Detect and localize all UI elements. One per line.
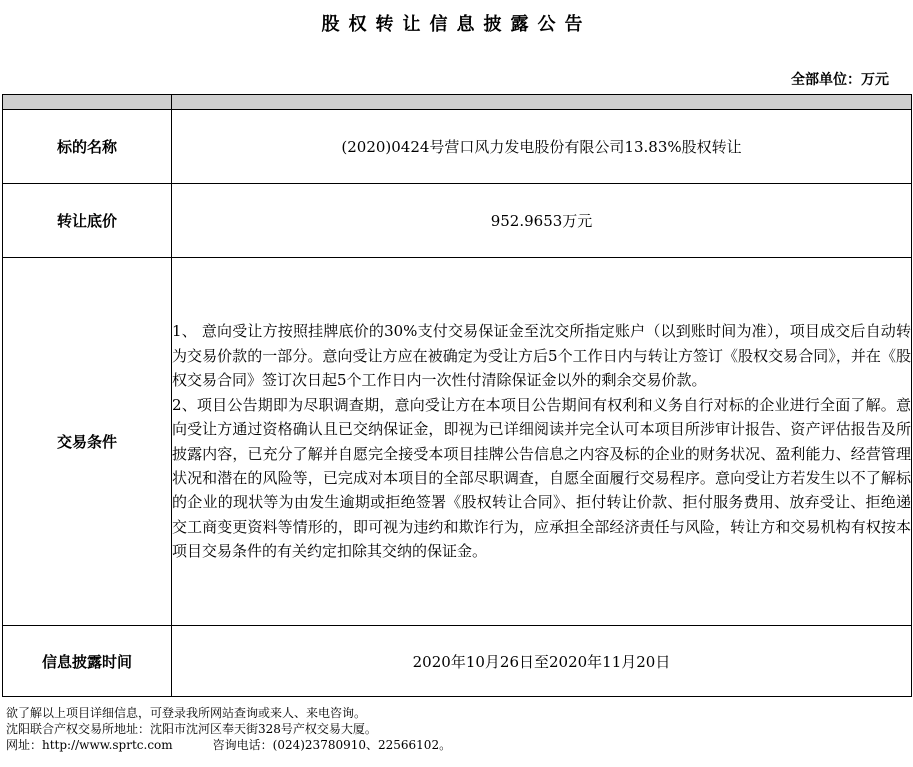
- asset-name-value: (2020)0424号营口风力发电股份有限公司13.83%股权转让: [172, 110, 912, 184]
- row-disclosure-period: [3, 626, 912, 697]
- trade-conditions-label: 交易条件: [3, 258, 172, 626]
- row-reserve-price: [3, 184, 912, 258]
- asset-name-label: 标的名称: [3, 110, 172, 184]
- trade-conditions-value: [172, 258, 912, 626]
- row-asset-name: [3, 110, 912, 184]
- disclosure-period-value: 2020年10月26日至2020年11月20日: [172, 626, 912, 697]
- reserve-price-value: 952.9653万元: [172, 184, 912, 258]
- header-cell-right: [172, 95, 912, 110]
- disclosure-period-label: 信息披露时间: [3, 626, 172, 697]
- condition-item-2: 2、项目公告期即为尽职调查期，意向受让方在本项目公告期间有权利和义务自行对标的企业进行全面了解。意向受让方通过资格确认且已交纳保证金，即视为已详细阅读并完全认可本项目所涉审计报告、资产评估报告及所披露内容，已充分了解并自愿完全接受本项目挂牌公告信息之内容及标的企业的财务状况、盈利能力、经营管理状况和潜在的风险等，已完成对本项目的全部尽职调查，自愿全面履行交易程序。意向受让方若发生以不了解标的企业的现状等为由发生逾期或拒绝签署《股权转让合同》、拒付转让价款、拒付服务费用、放弃受让、拒绝递交工商变更资料等情形的，即可视为违约和欺诈行为，应承担全部经济责任与风险，转让方和交易机构有权按本项目交易条件的有关约定扣除其交纳的保证金。: [172, 395, 911, 561]
- footer-info: [6, 705, 451, 753]
- condition-item-1: 1、 意向受让方按照挂牌底价的30%支付交易保证金至沈交所指定账户（以到账时间为准），项目成交后自动转为交易价款的一部分。意向受让方应在被确定为受让方后5个工作日内与转让方签订《股权交易合同》，并在《股权交易合同》签订次日起5个工作日内一次性付清除保证金以外的剩余交易价款。: [172, 322, 911, 390]
- footer-line-address: 沈阳联合产权交易所地址：沈阳市沈河区奉天街328号产权交易大厦。: [6, 722, 377, 736]
- footer-website: 网址：http://www.sprtc.com: [6, 738, 173, 752]
- footer-line-inquiry: 欲了解以上项目详细信息，可登录我所网站查询或来人、来电咨询。: [6, 706, 367, 720]
- disclosure-table: [2, 94, 912, 697]
- footer-line-contact: [6, 737, 451, 753]
- unit-note: 全部单位：万元: [791, 72, 889, 88]
- row-trade-conditions: [3, 258, 912, 626]
- page-title: 股权转让信息披露公告: [321, 14, 592, 35]
- reserve-price-label: 转让底价: [3, 184, 172, 258]
- header-cell-left: [3, 95, 172, 110]
- footer-phone: 咨询电话：(024)23780910、22566102。: [212, 738, 452, 752]
- table-header-bar: [3, 95, 912, 110]
